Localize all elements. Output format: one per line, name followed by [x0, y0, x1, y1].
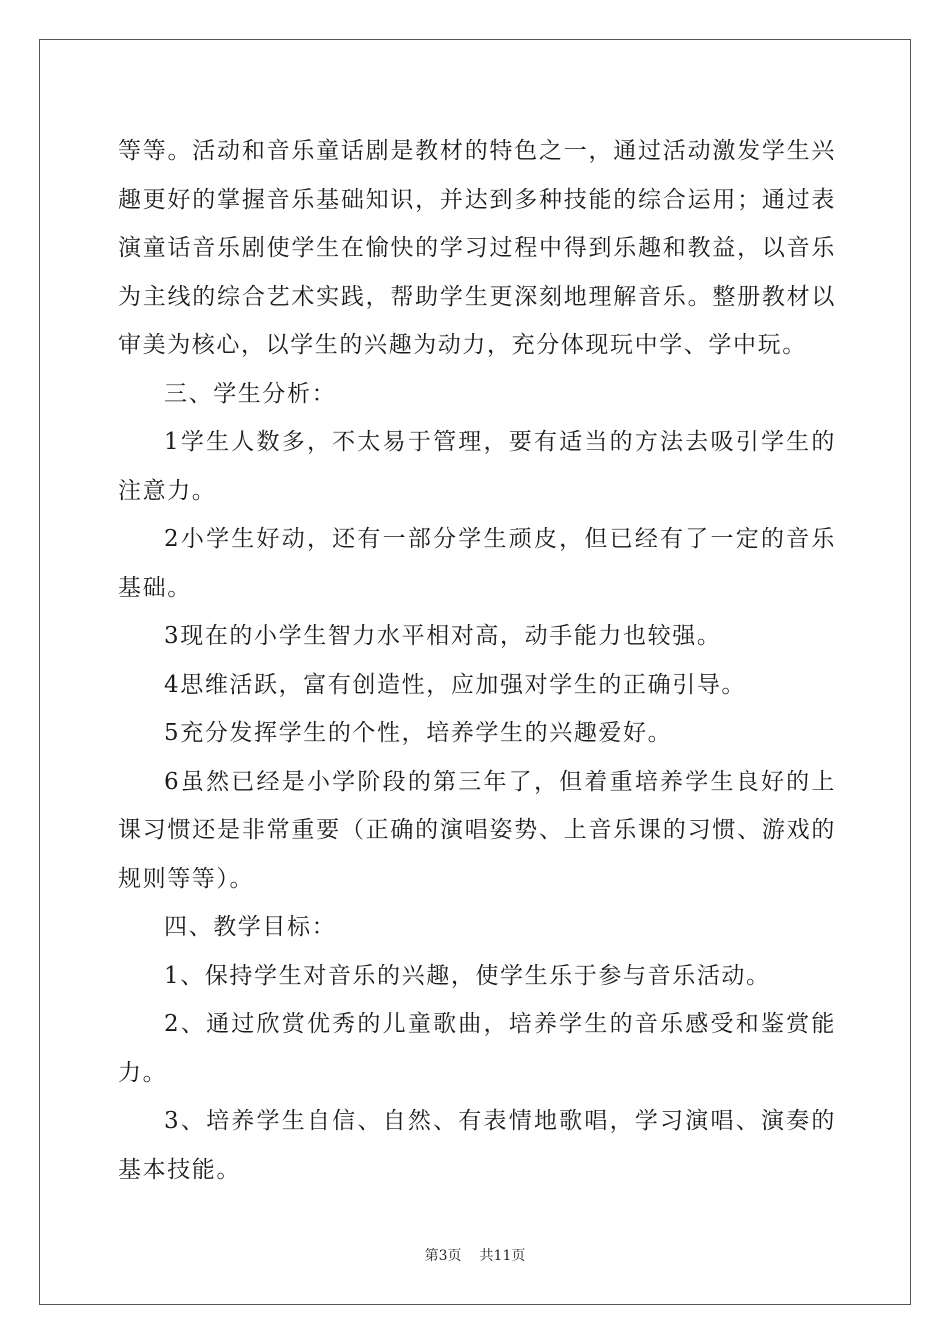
section-heading-student-analysis: 三、学生分析： [164, 380, 337, 407]
goal-item-2: 2、通过欣赏优秀的儿童歌曲，培养学生的音乐感受和鉴赏能力。 [118, 1011, 836, 1086]
list-item-1: 1学生人数多，不太易于管理，要有适当的方法去吸引学生的注意力。 [118, 429, 836, 504]
page-footer [0, 1245, 950, 1265]
page-number: 第3页 [424, 1248, 462, 1264]
goal-item-1: 1、保持学生对音乐的兴趣，使学生乐于参与音乐活动。 [164, 962, 771, 989]
paragraph-continuation: 等等。活动和音乐童话剧是教材的特色之一，通过活动激发学生兴趣更好的掌握音乐基础知识，并达到多种技能的综合运用；通过表演童话音乐剧使学生在愉快的学习过程中得到乐趣和教益，以音乐为主线的综合艺术实践，帮助学生更深刻地理解音乐。整册教材以审美为核心，以学生的兴趣为动力，充分体现玩中学、学中玩。 [118, 138, 836, 358]
goal-item-3: 3、培养学生自信、自然、有表情地歌唱，学习演唱、演奏的基本技能。 [118, 1108, 836, 1183]
document-body [118, 127, 836, 1194]
list-item-2: 2小学生好动，还有一部分学生顽皮，但已经有了一定的音乐基础。 [118, 526, 836, 601]
list-item-5: 5充分发挥学生的个性，培养学生的兴趣爱好。 [164, 720, 673, 746]
list-item-3: 3现在的小学生智力水平相对高，动手能力也较强。 [164, 623, 722, 649]
list-item-6: 6虽然已经是小学阶段的第三年了，但着重培养学生良好的上课习惯还是非常重要（正确的演唱姿势、上音乐课的习惯、游戏的规则等等）。 [118, 768, 836, 892]
page-total: 共11页 [479, 1248, 526, 1264]
list-item-4: 4思维活跃，富有创造性，应加强对学生的正确引导。 [164, 671, 747, 698]
section-heading-teaching-goals: 四、教学目标： [164, 914, 337, 940]
